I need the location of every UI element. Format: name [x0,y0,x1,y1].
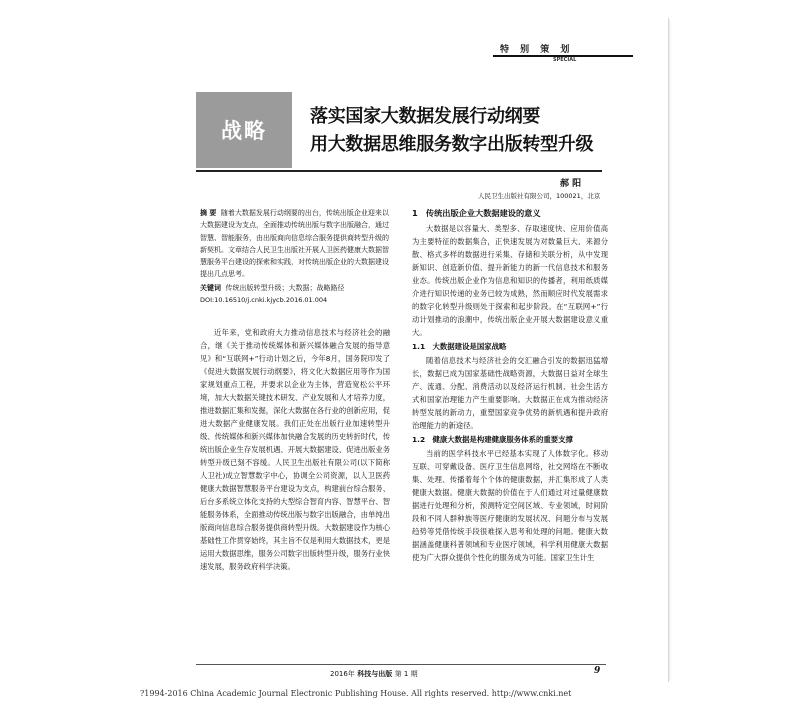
author-name: 郝 阳 [560,179,582,189]
column-tag: 特 别 策 划 [500,45,574,55]
subsection-text: 随着信息技术与经济社会的交汇融合引发的数据迅猛增长，数据已成为国家基础性战略资源，大数据日益对全球生产、流通、分配、消费活动以及经济运行机制、社会生活方式和国家治理能力产生重要影响。大数据正在成为推动经济转型发展的新动力，重塑国家竞争优势的新机遇和提升政府治理能力的新途径。 [412,356,608,430]
author-affiliation: 人民卫生出版社有限公司，100021，北京 [478,192,601,200]
abstract-text: 随着大数据发展行动纲要的出台，传统出版企业迎来以大数据建设为支点，全面推动传统出版与数字出版融合，通过智慧、智能服务，由出版商向信息综合服务提供商转型升级的新契机。文章结合人民卫生出版社开展人卫医药健康大数据智慧服务平台建设的探索和实践，对传统出版企业的大数据建设提出几点思考。 [200,209,389,279]
keywords [200,282,390,294]
subsection-text: 当前的医学科技水平已经基本实现了人体数字化。移动互联、可穿戴设备、医疗卫生信息网络，社交网络在不断收集、处理、传播着每个个体的健康数据，并汇集形成了人类健康大数据。健康大数据的价值在于人们通过对过量健康数据进行处理和分析，预测特定空间区域、专业领域，时间阶段和不同人群种族等医疗健康的发展状况、问题分布与发展趋势等凭借传统手段很难探入思考和处理的问题。健康大数据涵盖健康科普领域和专业医疗领域，科学利用健康大数据使为广大群众提供个性化的服务成为可能。国家卫生计生 [412,449,608,562]
copyright-line: ?1994-2016 China Academic Journal Electronic Publishing House. All rights reserved. http://www.cnki.net [140,689,572,698]
keywords-label: 关键词 [200,283,221,292]
section-intro: 大数据是以容量大、类型多、存取速度快、应用价值高为主要特征的数据集合，正快速发展为对数量巨大、来源分散、格式多样的数据进行采集、存储和关联分析，从中发现新知识、创造新价值、提升新能力的新一代信息技术和服务业态。传统出版企业作为信息和知识的传播者，利用纸质媒介进行知识传递的业务已较为成熟，然而顺应时代发展需求的数字化转型升级则处于探索和起步阶段。在“互联网+”行动计划推动的浪潮中，传统出版企业开展大数据建设意义重大。 [412,224,608,337]
section-label: 战略 [221,119,267,143]
section-label-box [196,92,292,168]
subsection-heading: 1.2 健康大数据是构建健康服务体系的重要支撑 [412,435,573,444]
footer-rule [196,664,606,665]
keywords-text: 传统出版转型升级；大数据；战略路径 [225,283,345,292]
article-title-line1: 落实国家大数据发展行动纲要 [310,106,541,127]
footer-issue: 第 1 期 [394,670,418,678]
doi: DOI:10.16510/j.cnki.kjycb.2016.01.004 [200,296,328,305]
section-heading: 1 传统出版企业大数据建设的意义 [412,208,541,218]
left-body-text: 近年来，党和政府大力推动信息技术与经济社会的融合，继《关于推动传统媒体和新兴媒体融合发展的指导意见》和“互联网+”行动计划之后，今年8月，国务院印发了《促进大数据发展行动纲要》，将文化大数据应用等作为国家规划重点工程，并要求以企业为主体，营造宽松公平环境，加大大数据关键技术研发、产业发展和人才培养力度，推进数据汇集和发掘，深化大数据在各行业的创新应用，促进大数据产业健康发展。我们正处在出版行业加速转型升级、传统媒体和新兴媒体加快融合发展的历史转折时代，传统出版企业生存发展机遇、开展大数据建设、促进出版业务转型升级已刻不容缓。人民卫生出版社有限公司(以下简称人卫社)成立智慧数字中心，协调全公司资源，以人卫医药健康大数据智慧服务平台建设为支点，构建前台综合服务、后台多系统立体化支持的大型综合智育内容、智慧平台、智能服务体系，全面推动传统出版与数字出版融合，由单纯出版商向信息综合服务提供商转型升级。大数据建设作为核心基础性工作贯穿始终，其主旨不仅是利用大数据技术，更是运用大数据思维，服务公司数字出版转型升级，服务行业快速发展，服务政府科学决策。 [200,328,390,571]
right-column [412,207,608,564]
subsection-heading: 1.1 大数据建设是国家战略 [412,342,507,351]
title-rule [196,170,602,172]
article-title-line2: 用大数据思维服务数字出版转型升级 [310,134,594,155]
abstract-label: 摘 要 [200,209,217,217]
page-number: 9 [594,666,601,676]
abstract [200,207,390,281]
footer-year: 2016年 [330,670,355,678]
footer-journal [330,669,418,679]
abstract-block [200,207,390,306]
column-tag-en: SPECIAL [553,57,577,63]
footer-journal-name: 科技与出版 [357,670,393,678]
